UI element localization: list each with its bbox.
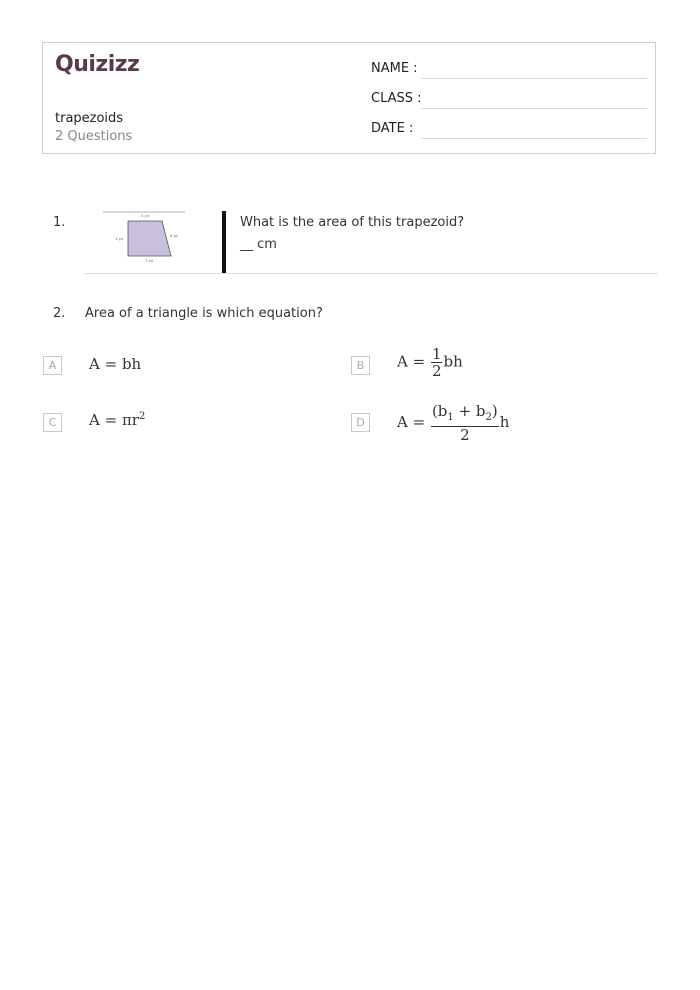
worksheet-header [42,42,656,154]
question-1-text: What is the area of this trapezoid? [240,215,465,230]
option-d-sub-1: 1 [447,412,454,423]
option-b-denominator: 2 [431,362,442,380]
option-b-lhs: A = [397,352,430,371]
option-d-num-close: ) [491,402,498,420]
quizizz-logo: Quizizz [55,52,140,77]
class-line[interactable] [421,108,647,109]
question-separator [84,273,658,274]
option-c-expr: πr [121,411,139,429]
option-d-sub-2: 2 [485,412,492,423]
trapezoid-figure [100,208,188,264]
option-d-lhs: A = [397,413,430,431]
option-d-num-open: (b [431,402,448,420]
question-1-number: 1. [53,215,66,230]
option-a-expr: bh [121,355,142,373]
option-b-box[interactable]: B [351,356,370,375]
figure-label-bottom: 7 yd [145,259,153,263]
option-a-box[interactable]: A [43,356,62,375]
date-line[interactable] [421,138,647,139]
option-c-lhs: A = [89,411,122,429]
option-b-fraction [431,346,443,379]
option-d-denominator: 2 [460,426,470,444]
option-b-after: bh [443,352,463,371]
name-label: NAME : [371,61,418,76]
date-label: DATE : [371,121,414,136]
option-c-expression [89,411,145,429]
option-a-lhs: A = [89,355,122,373]
option-d-num-mid: + b [453,402,486,420]
option-b-expression [397,346,463,379]
question-count: 2 Questions [55,129,133,144]
class-label: CLASS : [371,91,422,106]
worksheet-title: trapezoids [55,111,124,126]
option-a-expression [89,355,141,373]
option-d-numerator [431,403,499,427]
option-b-numerator: 1 [431,345,442,363]
option-d-fraction [431,403,499,443]
figure-label-left: 4 yd [115,237,123,241]
option-c-box[interactable]: C [43,413,62,432]
question-1-answer-hint: __ cm [240,237,277,252]
option-c-exponent: 2 [138,411,146,422]
figure-label-right: 6 yd [170,234,178,238]
name-line[interactable] [421,78,647,79]
question-2-number: 2. [53,306,66,321]
question-1-divider-bar [222,211,226,273]
question-2-text: Area of a triangle is which equation? [85,306,323,321]
option-d-box[interactable]: D [351,413,370,432]
figure-label-top: 4 yd [141,214,149,218]
trapezoid-shape [128,221,171,256]
option-d-after: h [499,413,510,431]
option-d-expression [397,403,509,443]
